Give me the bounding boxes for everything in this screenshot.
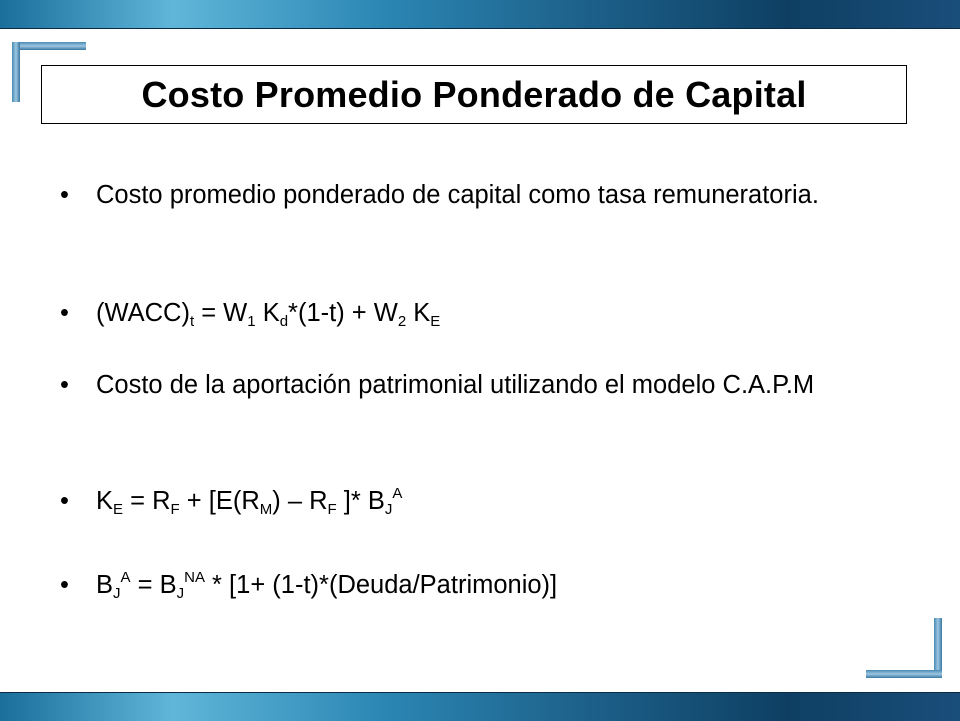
wacc-formula: $(WACC)_t = W_1$ $K_d*(1-t) + W_2$ $K_E$ xyxy=(96,299,441,330)
top-left-bracket-horizontal xyxy=(12,42,86,50)
bullet-dot: • xyxy=(60,181,69,209)
top-left-bracket-vertical xyxy=(12,42,20,102)
bullet-text: Costo promedio ponderado de capital como tasa remuneratoria. xyxy=(96,181,819,209)
bottom-decorative-bar xyxy=(0,692,960,721)
bullet-capm-description xyxy=(60,370,920,400)
title-box xyxy=(41,65,907,124)
bullet-beta-formula xyxy=(60,570,920,600)
bullet-dot: • xyxy=(60,299,69,327)
capm-formula: $K_E = R_F + [E(R_M) - R_F$ ]* $B_J^A$ xyxy=(96,485,403,518)
bullet-dot: • xyxy=(60,487,69,515)
bottom-right-bracket-horizontal xyxy=(866,670,942,678)
beta-formula: $B_J^A = B_J^{NA} * [1+$ (1-t)*(Deuda/Patrimonio)] xyxy=(96,569,558,602)
slide-title: Costo Promedio Ponderado de Capital xyxy=(141,73,807,115)
bullet-wacc-formula xyxy=(60,298,920,328)
bullet-wacc-definition xyxy=(60,180,920,210)
bullet-dot: • xyxy=(60,371,69,399)
bullet-dot: • xyxy=(60,571,69,599)
bullet-capm-formula xyxy=(60,486,920,516)
bottom-right-bracket-vertical xyxy=(934,618,942,678)
top-decorative-bar xyxy=(0,0,960,29)
bullet-text: Costo de la aportación patrimonial utilizando el modelo C.A.P.M xyxy=(96,371,815,399)
